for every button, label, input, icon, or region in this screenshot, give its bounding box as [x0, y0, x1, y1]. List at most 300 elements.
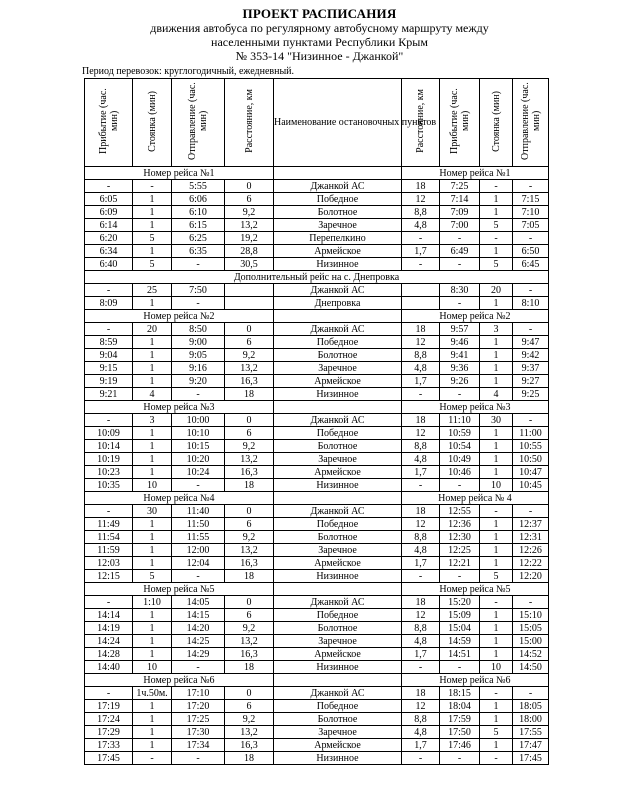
schedule-cell: 1	[133, 427, 172, 440]
schedule-row	[85, 479, 549, 492]
schedule-cell: 0	[225, 323, 274, 336]
extra-trip-label: Дополнительный рейс на с. Днепровка	[85, 271, 549, 284]
schedule-row	[85, 440, 549, 453]
schedule-cell: 9:47	[513, 336, 549, 349]
schedule-cell: 12:25	[440, 544, 480, 557]
schedule-cell: 1	[480, 297, 513, 310]
header-departure-left: Отправление (час. мин)	[172, 79, 225, 167]
schedule-cell: -	[440, 232, 480, 245]
schedule-cell: 14:59	[440, 635, 480, 648]
schedule-cell: 10	[480, 661, 513, 674]
schedule-cell: 6:45	[513, 258, 549, 271]
schedule-row	[85, 622, 549, 635]
trip-number-right: Номер рейса №6	[402, 674, 549, 687]
schedule-cell: 1	[133, 219, 172, 232]
schedule-cell: 1,7	[402, 245, 440, 258]
schedule-cell: 1	[480, 362, 513, 375]
stop-name-cell: Победное	[274, 609, 402, 622]
schedule-cell: 11:50	[172, 518, 225, 531]
schedule-cell: 10:24	[172, 466, 225, 479]
schedule-cell: 10:45	[513, 479, 549, 492]
schedule-cell: 12:20	[513, 570, 549, 583]
schedule-cell: 12:22	[513, 557, 549, 570]
schedule-cell: 13,2	[225, 453, 274, 466]
stop-name-cell: Армейское	[274, 375, 402, 388]
schedule-cell: 9,2	[225, 349, 274, 362]
schedule-cell: 9,2	[225, 440, 274, 453]
schedule-cell: 10:35	[85, 479, 133, 492]
trip-header-row	[85, 492, 549, 505]
schedule-cell: 6:50	[513, 245, 549, 258]
schedule-cell: 12:26	[513, 544, 549, 557]
trip-number-right: Номер рейса № 4	[402, 492, 549, 505]
schedule-cell: 4	[133, 388, 172, 401]
schedule-cell: 5:55	[172, 180, 225, 193]
schedule-cell: 6:09	[85, 206, 133, 219]
stop-name-cell: Болотное	[274, 440, 402, 453]
schedule-cell: 1	[133, 739, 172, 752]
trip-header-spacer	[274, 583, 402, 596]
schedule-cell: 6:05	[85, 193, 133, 206]
schedule-cell: -	[402, 258, 440, 271]
schedule-cell: 12	[402, 193, 440, 206]
schedule-row	[85, 609, 549, 622]
schedule-cell: 1:10	[133, 596, 172, 609]
schedule-cell: -	[440, 661, 480, 674]
schedule-cell: 1	[480, 531, 513, 544]
schedule-cell: 8,8	[402, 622, 440, 635]
schedule-cell: 4,8	[402, 544, 440, 557]
schedule-cell: 16,3	[225, 648, 274, 661]
schedule-cell: 1	[133, 349, 172, 362]
schedule-cell: 17:46	[440, 739, 480, 752]
stop-name-cell: Джанкой АС	[274, 180, 402, 193]
schedule-cell: 10:15	[172, 440, 225, 453]
schedule-cell: 11:40	[172, 505, 225, 518]
schedule-cell: 9:57	[440, 323, 480, 336]
schedule-cell: 1	[133, 440, 172, 453]
schedule-cell: 5	[133, 570, 172, 583]
schedule-cell: 9:36	[440, 362, 480, 375]
header-distance-right: Расстояние, км	[402, 79, 440, 167]
schedule-row	[85, 297, 549, 310]
schedule-cell: 1	[133, 609, 172, 622]
schedule-cell: 17:20	[172, 700, 225, 713]
schedule-cell: 5	[133, 258, 172, 271]
schedule-cell: 1,7	[402, 375, 440, 388]
schedule-cell: 18	[225, 661, 274, 674]
schedule-cell: 10:14	[85, 440, 133, 453]
schedule-cell: -	[133, 752, 172, 765]
schedule-cell: 9:15	[85, 362, 133, 375]
schedule-row	[85, 739, 549, 752]
schedule-cell: 0	[225, 180, 274, 193]
schedule-cell: 14:25	[172, 635, 225, 648]
schedule-cell: 25	[133, 284, 172, 297]
schedule-cell: 9,2	[225, 206, 274, 219]
schedule-cell: -	[440, 479, 480, 492]
schedule-cell: 4,8	[402, 219, 440, 232]
schedule-cell: 1	[133, 193, 172, 206]
schedule-row	[85, 388, 549, 401]
schedule-cell: 9:21	[85, 388, 133, 401]
schedule-cell: 1	[480, 557, 513, 570]
stop-name-cell: Джанкой АС	[274, 414, 402, 427]
schedule-cell: 9:25	[513, 388, 549, 401]
schedule-cell: 6:40	[85, 258, 133, 271]
schedule-cell: -	[172, 752, 225, 765]
schedule-cell: 9:27	[513, 375, 549, 388]
title-line-2: движения автобуса по регулярному автобусному маршруту между	[150, 21, 489, 35]
schedule-cell: 5	[133, 232, 172, 245]
schedule-cell: 1ч.50м.	[133, 687, 172, 700]
schedule-cell: 16,3	[225, 375, 274, 388]
schedule-cell: 6:06	[172, 193, 225, 206]
schedule-cell: 18	[402, 180, 440, 193]
schedule-cell: 7:15	[513, 193, 549, 206]
schedule-cell: 1	[133, 518, 172, 531]
schedule-cell: -	[402, 232, 440, 245]
schedule-cell: -	[480, 232, 513, 245]
schedule-cell: 1	[480, 648, 513, 661]
schedule-cell: 12:31	[513, 531, 549, 544]
schedule-cell: -	[402, 752, 440, 765]
schedule-cell: 1	[480, 193, 513, 206]
schedule-cell: 7:05	[513, 219, 549, 232]
schedule-cell: 6	[225, 609, 274, 622]
trip-header-spacer	[274, 674, 402, 687]
schedule-cell: 14:50	[513, 661, 549, 674]
schedule-cell: 9:46	[440, 336, 480, 349]
schedule-cell: 16,3	[225, 466, 274, 479]
schedule-cell: 1	[480, 245, 513, 258]
header-stop-right: Стоянка (мин)	[480, 79, 513, 167]
schedule-cell: -	[440, 258, 480, 271]
schedule-cell: 17:47	[513, 739, 549, 752]
schedule-cell: 1	[133, 375, 172, 388]
stop-name-cell: Армейское	[274, 648, 402, 661]
schedule-cell: 15:04	[440, 622, 480, 635]
schedule-cell: -	[402, 388, 440, 401]
schedule-cell: 18:00	[513, 713, 549, 726]
schedule-cell: 10:54	[440, 440, 480, 453]
schedule-cell: 30,5	[225, 258, 274, 271]
schedule-cell: 18	[402, 596, 440, 609]
schedule-cell: 10:50	[513, 453, 549, 466]
stop-name-cell: Джанкой АС	[274, 505, 402, 518]
stop-name-cell: Болотное	[274, 713, 402, 726]
stop-name-cell: Низинное	[274, 752, 402, 765]
schedule-cell: 10:20	[172, 453, 225, 466]
schedule-row	[85, 427, 549, 440]
schedule-cell: 1	[480, 700, 513, 713]
schedule-cell: 10:19	[85, 453, 133, 466]
schedule-cell: 6	[225, 700, 274, 713]
schedule-cell: 6:34	[85, 245, 133, 258]
schedule-cell: 1	[133, 726, 172, 739]
schedule-cell: 12:21	[440, 557, 480, 570]
header-stop-left: Стоянка (мин)	[133, 79, 172, 167]
schedule-cell: 9:26	[440, 375, 480, 388]
schedule-cell: -	[402, 570, 440, 583]
schedule-cell: 14:40	[85, 661, 133, 674]
schedule-cell: 9:16	[172, 362, 225, 375]
schedule-cell: 1	[133, 622, 172, 635]
schedule-cell: 30	[480, 414, 513, 427]
schedule-cell: 1	[133, 557, 172, 570]
schedule-cell: 18	[402, 414, 440, 427]
schedule-cell: 18:15	[440, 687, 480, 700]
schedule-cell: 4,8	[402, 362, 440, 375]
schedule-row	[85, 661, 549, 674]
schedule-cell: 18	[225, 479, 274, 492]
stop-name-cell: Болотное	[274, 622, 402, 635]
schedule-cell: 1,7	[402, 557, 440, 570]
schedule-cell: 1	[133, 453, 172, 466]
schedule-row	[85, 557, 549, 570]
schedule-cell: 10:09	[85, 427, 133, 440]
schedule-cell: 1	[480, 336, 513, 349]
schedule-cell: -	[480, 752, 513, 765]
trip-number-right: Номер рейса №3	[402, 401, 549, 414]
stop-name-cell: Низинное	[274, 570, 402, 583]
schedule-row	[85, 284, 549, 297]
schedule-cell: 9,2	[225, 531, 274, 544]
schedule-cell: 18	[225, 388, 274, 401]
stop-name-cell: Болотное	[274, 206, 402, 219]
schedule-cell: -	[85, 180, 133, 193]
table-header	[85, 79, 549, 167]
schedule-cell: 12	[402, 700, 440, 713]
schedule-cell: 15:10	[513, 609, 549, 622]
schedule-cell: 14:24	[85, 635, 133, 648]
stop-name-cell: Заречное	[274, 635, 402, 648]
schedule-cell: 4,8	[402, 453, 440, 466]
schedule-row	[85, 453, 549, 466]
stop-name-cell: Победное	[274, 427, 402, 440]
schedule-cell: 6:15	[172, 219, 225, 232]
stop-name-cell: Джанкой АС	[274, 687, 402, 700]
schedule-cell: 18	[402, 323, 440, 336]
schedule-row	[85, 232, 549, 245]
schedule-row	[85, 570, 549, 583]
schedule-cell: 14:29	[172, 648, 225, 661]
stop-name-cell: Армейское	[274, 466, 402, 479]
schedule-row	[85, 752, 549, 765]
schedule-cell: 8:10	[513, 297, 549, 310]
schedule-cell: 13,2	[225, 544, 274, 557]
schedule-cell: 17:19	[85, 700, 133, 713]
schedule-cell: 17:10	[172, 687, 225, 700]
schedule-cell: 7:10	[513, 206, 549, 219]
schedule-cell: 1	[480, 427, 513, 440]
schedule-cell: 12:55	[440, 505, 480, 518]
schedule-cell: 17:29	[85, 726, 133, 739]
schedule-cell: -	[85, 505, 133, 518]
schedule-cell: 1,7	[402, 739, 440, 752]
schedule-cell: 11:54	[85, 531, 133, 544]
schedule-cell: 20	[133, 323, 172, 336]
schedule-cell: -	[513, 323, 549, 336]
schedule-cell: 10	[133, 479, 172, 492]
schedule-cell: -	[133, 180, 172, 193]
schedule-cell: -	[172, 570, 225, 583]
stop-name-cell: Днепровка	[274, 297, 402, 310]
schedule-cell: -	[513, 232, 549, 245]
schedule-cell: 6:10	[172, 206, 225, 219]
trip-header-row	[85, 167, 549, 180]
schedule-cell: 4	[480, 388, 513, 401]
schedule-cell: 17:34	[172, 739, 225, 752]
trip-header-spacer	[274, 167, 402, 180]
schedule-cell: -	[513, 414, 549, 427]
schedule-cell: 6:49	[440, 245, 480, 258]
schedule-cell: 11:55	[172, 531, 225, 544]
schedule-cell: -	[513, 180, 549, 193]
title-block	[0, 6, 639, 63]
schedule-cell: 14:28	[85, 648, 133, 661]
schedule-cell: 12	[402, 427, 440, 440]
trip-number-left: Номер рейса №3	[85, 401, 274, 414]
stop-name-cell: Болотное	[274, 531, 402, 544]
schedule-cell: 9:41	[440, 349, 480, 362]
schedule-cell: -	[172, 661, 225, 674]
schedule-cell: 1	[133, 531, 172, 544]
schedule-row	[85, 713, 549, 726]
stop-name-cell: Армейское	[274, 739, 402, 752]
stop-name-cell: Джанкой АС	[274, 596, 402, 609]
schedule-row	[85, 180, 549, 193]
schedule-cell: 10	[480, 479, 513, 492]
trip-number-left: Номер рейса №2	[85, 310, 274, 323]
schedule-cell: 1	[133, 700, 172, 713]
schedule-cell: 17:30	[172, 726, 225, 739]
schedule-cell: -	[480, 505, 513, 518]
schedule-cell: 4,8	[402, 635, 440, 648]
schedule-cell: 7:00	[440, 219, 480, 232]
schedule-cell: 6:25	[172, 232, 225, 245]
schedule-cell: 1,7	[402, 466, 440, 479]
schedule-cell: 17:59	[440, 713, 480, 726]
schedule-cell: 14:19	[85, 622, 133, 635]
schedule-cell: 0	[225, 505, 274, 518]
trip-number-left: Номер рейса №1	[85, 167, 274, 180]
stop-name-cell: Победное	[274, 193, 402, 206]
schedule-cell: 15:20	[440, 596, 480, 609]
schedule-cell: -	[480, 687, 513, 700]
schedule-cell: 15:09	[440, 609, 480, 622]
schedule-cell: -	[402, 661, 440, 674]
schedule-cell: 15:05	[513, 622, 549, 635]
schedule-row	[85, 505, 549, 518]
schedule-cell	[402, 297, 440, 310]
schedule-cell: 1	[480, 466, 513, 479]
schedule-cell: 12:03	[85, 557, 133, 570]
trip-header-row	[85, 310, 549, 323]
trip-number-left: Номер рейса №5	[85, 583, 274, 596]
schedule-cell: 1	[480, 206, 513, 219]
schedule-cell: 18:04	[440, 700, 480, 713]
schedule-cell: 18	[225, 570, 274, 583]
schedule-row	[85, 206, 549, 219]
schedule-cell	[402, 284, 440, 297]
header-distance-left: Расстояние, км	[225, 79, 274, 167]
stop-name-cell: Перепелкино	[274, 232, 402, 245]
schedule-cell: 1	[133, 648, 172, 661]
schedule-cell: 12:15	[85, 570, 133, 583]
schedule-cell: -	[440, 752, 480, 765]
schedule-cell: 0	[225, 596, 274, 609]
schedule-cell: 8,8	[402, 713, 440, 726]
schedule-cell: 6	[225, 193, 274, 206]
schedule-cell: 30	[133, 505, 172, 518]
schedule-cell: 1	[480, 622, 513, 635]
schedule-row	[85, 323, 549, 336]
schedule-cell: 13,2	[225, 219, 274, 232]
schedule-row	[85, 336, 549, 349]
schedule-cell: 13,2	[225, 362, 274, 375]
schedule-cell: 12:36	[440, 518, 480, 531]
schedule-row	[85, 700, 549, 713]
schedule-row	[85, 245, 549, 258]
schedule-cell	[225, 297, 274, 310]
schedule-cell: 16,3	[225, 557, 274, 570]
route-number: № 353-14 "Низинное - Джанкой"	[235, 49, 404, 63]
schedule-cell: 5	[480, 258, 513, 271]
schedule-row	[85, 726, 549, 739]
schedule-cell: -	[85, 323, 133, 336]
stop-name-cell: Низинное	[274, 258, 402, 271]
schedule-cell: 1	[480, 713, 513, 726]
schedule-cell: 12	[402, 336, 440, 349]
schedule-cell: 8:30	[440, 284, 480, 297]
schedule-cell: -	[172, 258, 225, 271]
schedule-cell: 1	[133, 297, 172, 310]
schedule-cell: 9:37	[513, 362, 549, 375]
schedule-cell: 8,8	[402, 349, 440, 362]
schedule-cell: 1	[480, 440, 513, 453]
schedule-cell: -	[513, 284, 549, 297]
schedule-cell: 1	[480, 635, 513, 648]
schedule-row	[85, 375, 549, 388]
schedule-cell: 1	[133, 713, 172, 726]
trip-number-right: Номер рейса №2	[402, 310, 549, 323]
schedule-cell: 5	[480, 726, 513, 739]
schedule-cell: 5	[480, 219, 513, 232]
schedule-cell: 17:45	[513, 752, 549, 765]
schedule-cell: -	[480, 180, 513, 193]
schedule-cell: 8,8	[402, 440, 440, 453]
schedule-cell: 17:45	[85, 752, 133, 765]
stop-name-cell: Армейское	[274, 557, 402, 570]
schedule-cell: 4,8	[402, 726, 440, 739]
trip-header-spacer	[274, 401, 402, 414]
schedule-cell: 12:04	[172, 557, 225, 570]
schedule-cell: 1	[480, 518, 513, 531]
schedule-cell: 1,7	[402, 648, 440, 661]
schedule-cell: 18	[225, 752, 274, 765]
schedule-cell: 8:09	[85, 297, 133, 310]
schedule-cell: 14:05	[172, 596, 225, 609]
schedule-cell: 0	[225, 687, 274, 700]
period-text: Период перевозок: круглогодичный, ежедневный.	[82, 66, 295, 77]
schedule-row	[85, 518, 549, 531]
schedule-cell: 19,2	[225, 232, 274, 245]
schedule-cell: 10:59	[440, 427, 480, 440]
schedule-cell: 6:20	[85, 232, 133, 245]
stop-name-cell: Заречное	[274, 453, 402, 466]
schedule-cell: 10:49	[440, 453, 480, 466]
